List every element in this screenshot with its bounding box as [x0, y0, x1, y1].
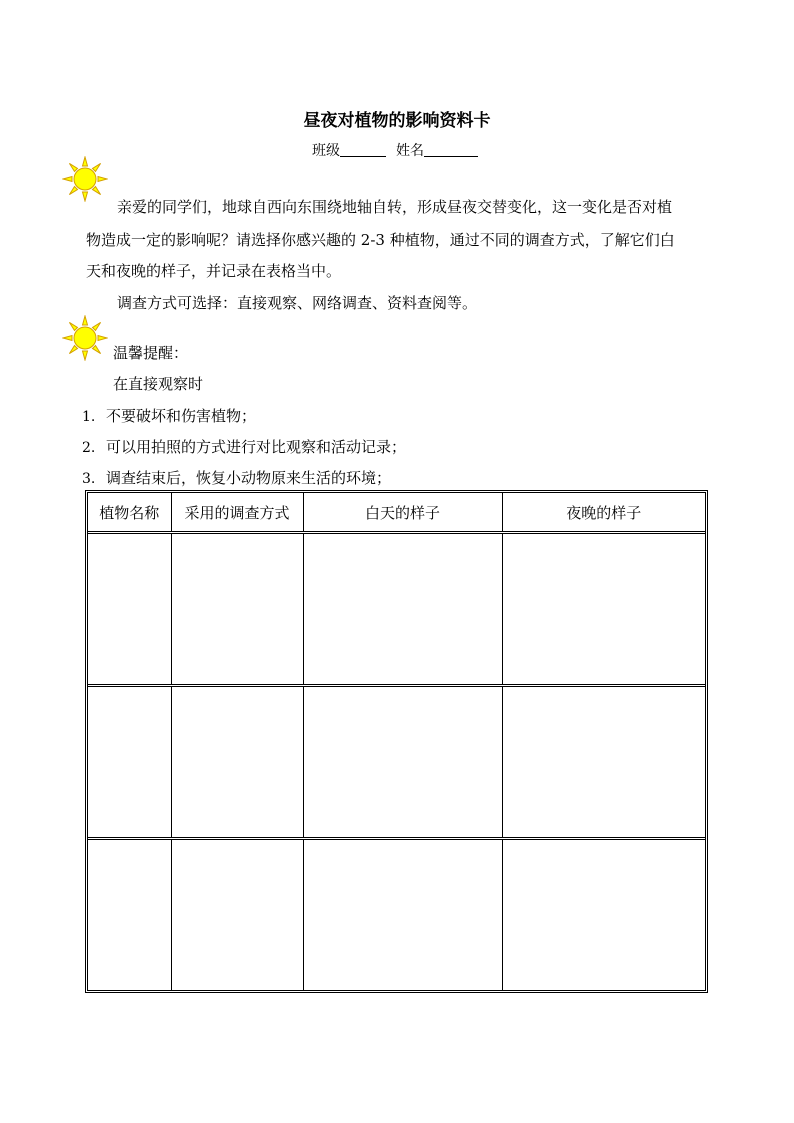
tips-title: 温馨提醒：	[113, 344, 189, 362]
daytime-look-cell[interactable]	[303, 686, 502, 839]
intro-line-3: 天和夜晚的样子，并记录在表格当中。	[86, 262, 342, 280]
name-blank[interactable]	[424, 142, 478, 157]
tip-item	[82, 467, 391, 488]
tips-subtitle: 在直接观察时	[113, 375, 204, 393]
survey-method-cell[interactable]	[171, 839, 303, 991]
header-plant-name: 植物名称	[88, 493, 171, 533]
intro-line-2: 物造成一定的影响呢？请选择你感兴趣的 2-3 种植物，通过不同的调查方式，了解它们白	[86, 231, 675, 249]
plant-name-cell[interactable]	[88, 686, 171, 839]
tip-number: 3.	[82, 471, 96, 487]
table-row	[88, 533, 705, 686]
tip-text: 可以用拍照的方式进行对比观察和活动记录；	[106, 438, 407, 456]
table-row	[88, 686, 705, 839]
survey-methods: 调查方式可选择：直接观察、网络调查、资料查阅等。	[117, 294, 478, 312]
daytime-look-cell[interactable]	[303, 839, 502, 991]
night-look-cell[interactable]	[502, 839, 705, 991]
plant-name-cell[interactable]	[88, 533, 171, 686]
plant-name-cell[interactable]	[88, 839, 171, 991]
header-daytime-look: 白天的样子	[303, 493, 502, 533]
header-survey-method: 采用的调查方式	[171, 493, 303, 533]
tip-number: 2.	[82, 440, 96, 456]
tip-item	[82, 405, 256, 426]
night-look-cell[interactable]	[502, 686, 705, 839]
survey-table	[88, 493, 705, 990]
header-night-look: 夜晚的样子	[502, 493, 705, 533]
intro-line-1: 亲爱的同学们，地球自西向东围绕地轴自转，形成昼夜交替变化，这一变化是否对植	[117, 198, 673, 216]
page-title: 昼夜对植物的影响资料卡	[303, 111, 491, 131]
sun-icon	[62, 156, 108, 202]
survey-table-frame	[85, 490, 708, 993]
daytime-look-cell[interactable]	[303, 533, 502, 686]
tip-number: 1.	[82, 409, 96, 425]
tip-text: 不要破坏和伤害植物；	[106, 407, 257, 425]
night-look-cell[interactable]	[502, 533, 705, 686]
class-blank[interactable]	[340, 142, 386, 157]
class-label: 班级	[312, 143, 340, 159]
table-header-row	[88, 493, 705, 533]
tip-item	[82, 436, 406, 457]
class-name-line	[312, 140, 478, 160]
name-label: 姓名	[396, 143, 424, 159]
survey-method-cell[interactable]	[171, 686, 303, 839]
survey-method-cell[interactable]	[171, 533, 303, 686]
tip-text: 调查结束后，恢复小动物原来生活的环境；	[106, 469, 392, 487]
table-row	[88, 839, 705, 991]
sun-icon	[62, 315, 108, 361]
